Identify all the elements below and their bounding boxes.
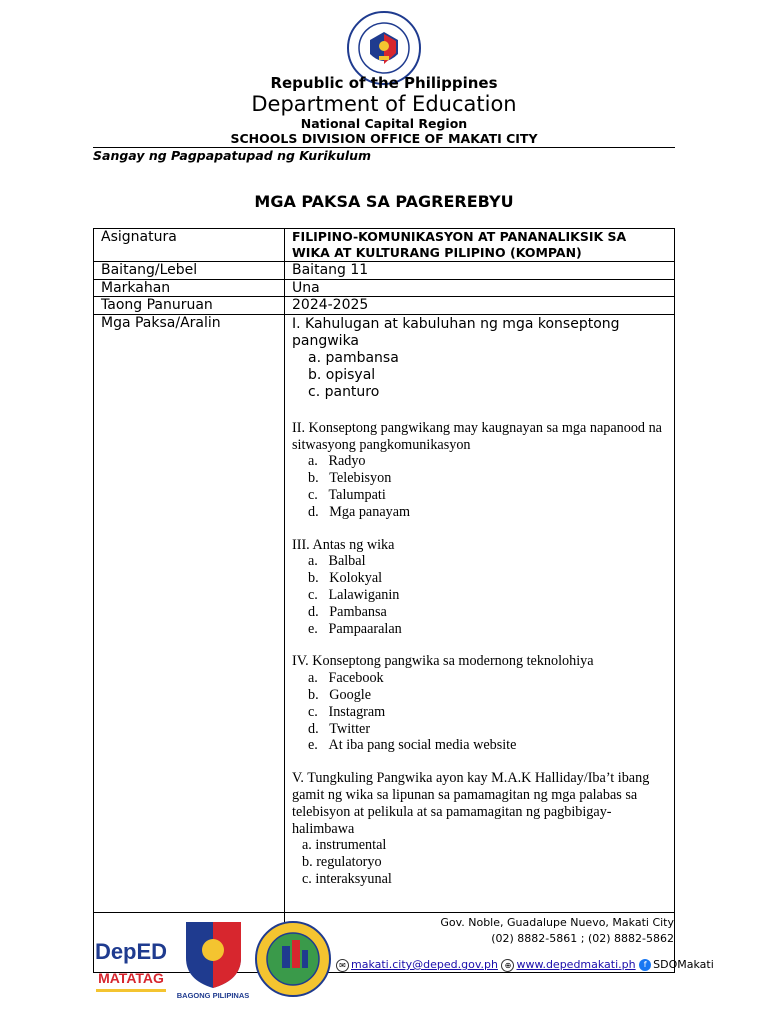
matatag-logo-text: MATATAG bbox=[98, 970, 164, 986]
list-item: a. Balbal bbox=[308, 553, 366, 570]
list-item: b. regulatoryo bbox=[302, 854, 382, 871]
table-row bbox=[94, 229, 675, 262]
list-item: a. pambansa bbox=[308, 349, 399, 366]
topic-heading: II. Konseptong pangwikang may kaugnayan sa mga napanood na sitwasyong pangkomunikasyon bbox=[292, 419, 662, 453]
list-item: a. Facebook bbox=[308, 670, 384, 687]
list-item: a. Radyo bbox=[308, 453, 366, 470]
list-item: d. Twitter bbox=[308, 720, 371, 737]
email-link[interactable]: makati.city@deped.gov.ph bbox=[351, 958, 498, 971]
list-item: c. panturo bbox=[308, 383, 380, 400]
school-year-value: 2024-2025 bbox=[285, 297, 675, 315]
row-label: Mga Paksa/Aralin bbox=[94, 314, 285, 972]
subject-value: FILIPINO-KOMUNIKASYON AT PANANALIKSIK SA WIKA AT KULTURANG PILIPINO (KOMPAN) bbox=[285, 229, 675, 262]
department-name: Department of Education bbox=[251, 92, 517, 116]
topics-cell bbox=[285, 314, 675, 972]
office-address: Gov. Noble, Guadalupe Nuevo, Makati City bbox=[440, 916, 674, 929]
grade-value: Baitang 11 bbox=[285, 262, 675, 280]
row-label: Asignatura bbox=[94, 229, 285, 262]
deped-logo-text: DepED bbox=[94, 939, 168, 964]
list-item: b. Google bbox=[308, 686, 372, 703]
list-item: c. Instagram bbox=[308, 703, 386, 720]
footer-divider bbox=[93, 912, 675, 913]
list-item: b. Telebisyon bbox=[308, 470, 392, 487]
topic-heading: III. Antas ng wika bbox=[292, 536, 395, 553]
contact-line bbox=[336, 958, 714, 972]
list-item: e. Pampaaralan bbox=[308, 620, 402, 637]
table-row bbox=[94, 262, 675, 280]
office-phone: (02) 8882-5861 ; (02) 8882-5862 bbox=[491, 932, 674, 945]
ncr-division-seal bbox=[254, 920, 332, 998]
deped-matatag-logo bbox=[88, 925, 174, 1001]
topic-heading: I. Kahulugan at kabuluhan ng mga konseptong pangwika bbox=[292, 315, 620, 349]
quarter-value: Una bbox=[285, 279, 675, 297]
republic-line: Republic of the Philippines bbox=[270, 74, 498, 92]
row-label: Markahan bbox=[94, 279, 285, 297]
document-title: MGA PAKSA SA PAGREREBYU bbox=[254, 192, 514, 211]
list-item: d. Mga panayam bbox=[308, 503, 411, 520]
list-item: b. opisyal bbox=[308, 366, 376, 383]
table-row bbox=[94, 297, 675, 315]
list-item: d. Pambansa bbox=[308, 603, 387, 620]
topic-heading: V. Tungkuling Pangwika ayon kay M.A.K Halliday/Iba’t ibang gamit ng wika sa lipunan sa pamamagitan ng mga palabas sa telebisyon at pelikula at sa pamamagitan ng pagbibigay-halimbawa bbox=[292, 770, 650, 837]
region-name: National Capital Region bbox=[300, 116, 468, 131]
facebook-icon: f bbox=[639, 959, 651, 971]
topic-heading: IV. Konseptong pangwika sa modernong teknolohiya bbox=[292, 653, 594, 670]
list-item: c. Talumpati bbox=[308, 486, 386, 503]
table-row bbox=[94, 279, 675, 297]
list-item: e. At iba pang social media website bbox=[308, 737, 517, 754]
facebook-handle[interactable]: SDOMakati bbox=[653, 958, 714, 971]
row-label: Taong Panuruan bbox=[94, 297, 285, 315]
review-topics-table bbox=[93, 228, 675, 973]
list-item: a. instrumental bbox=[302, 837, 387, 854]
unit-name: Sangay ng Pagpapatupad ng Kurikulum bbox=[93, 148, 372, 163]
list-item: c. interaksyunal bbox=[302, 870, 392, 887]
list-item: b. Kolokyal bbox=[308, 570, 383, 587]
division-name: SCHOOLS DIVISION OFFICE OF MAKATI CITY bbox=[230, 131, 538, 146]
bagong-pilipinas-text: BAGONG PILIPINAS bbox=[176, 991, 250, 1000]
globe-icon: ⊕ bbox=[501, 959, 514, 972]
email-icon: ✉ bbox=[336, 959, 349, 972]
table-row bbox=[94, 314, 675, 972]
bagong-pilipinas-logo bbox=[176, 918, 251, 1000]
row-label: Baitang/Lebel bbox=[94, 262, 285, 280]
website-link[interactable]: www.depedmakati.ph bbox=[516, 958, 636, 971]
list-item: c. Lalawiganin bbox=[308, 586, 400, 603]
